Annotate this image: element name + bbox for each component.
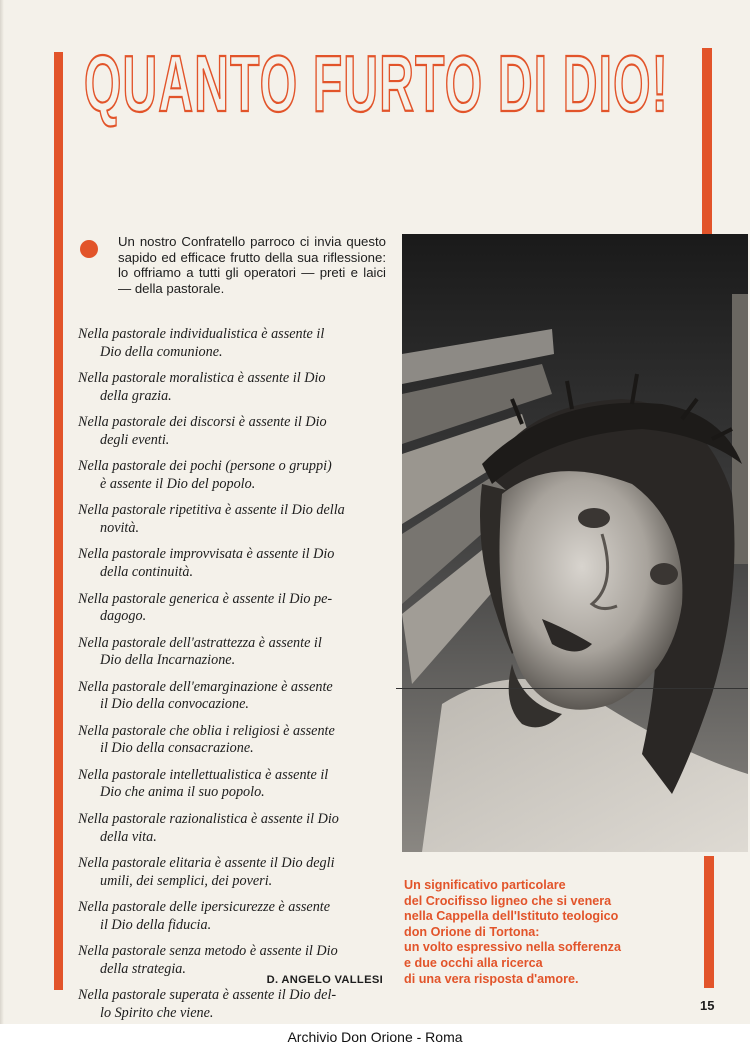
- photo-caption: [404, 878, 704, 987]
- verse-line: Nella pastorale senza metodo è assente il Dio: [78, 943, 338, 960]
- verse-line: della vita.: [100, 828, 157, 845]
- verse-line: Nella pastorale moralistica è assente il Dio: [78, 370, 326, 387]
- caption-line: un volto espressivo nella sofferenza: [404, 940, 621, 955]
- caption-line: don Orione di Tortona:: [404, 924, 540, 939]
- verse-line: è assente il Dio del popolo.: [100, 475, 256, 492]
- verse-item: [78, 546, 386, 581]
- caption-line: di una vera risposta d'amore.: [404, 971, 579, 986]
- verse-line: Nella pastorale ripetitiva è assente il Dio della: [78, 502, 345, 519]
- page-number: 15: [700, 998, 715, 1013]
- author-signature: D. ANGELO VALLESI: [266, 974, 383, 986]
- verse-item: [78, 458, 386, 493]
- verse-item: [78, 723, 386, 758]
- caption-line: del Crocifisso ligneo che si venera: [404, 893, 612, 908]
- verse-item: [78, 987, 386, 1022]
- right-accent-bar-bottom: [704, 856, 714, 988]
- intro-text: Un nostro Confratello parroco ci invia questo sapido ed efficace frutto della sua riflessione: lo offriamo a tutti gli operatori — preti e laici — della pastorale.: [118, 234, 386, 296]
- verse-line: Nella pastorale individualistica è assente il: [78, 326, 325, 342]
- verse-line: Dio che anima il suo popolo.: [100, 784, 265, 801]
- verse-line: dagogo.: [100, 608, 147, 625]
- caption-line: e due occhi alla ricerca: [404, 955, 543, 970]
- page-edge: [0, 0, 4, 1051]
- caption-line: nella Cappella dell'Istituto teologico: [404, 909, 619, 924]
- verse-item: [78, 502, 386, 537]
- verse-item: [78, 679, 386, 714]
- verse-item: [78, 635, 386, 670]
- verse-line: il Dio della convocazione.: [100, 696, 249, 713]
- verse-line: Nella pastorale delle ipersicurezze è assente: [78, 899, 331, 916]
- verse-line: Nella pastorale razionalistica è assente il Dio: [78, 811, 339, 828]
- verse-item: [78, 899, 386, 934]
- verse-line: Nella pastorale dei pochi (persone o gruppi): [78, 458, 332, 475]
- page-title: QUANTO FURTO DI DIO!: [84, 39, 669, 128]
- bullet-dot-icon: [80, 240, 98, 258]
- verse-line: Nella pastorale generica è assente il Dio pe-: [78, 590, 333, 607]
- verse-line: novità.: [100, 519, 140, 536]
- verse-line: della grazia.: [100, 387, 172, 404]
- verse-line: Nella pastorale improvvisata è assente il Dio: [78, 546, 335, 563]
- crucifix-photo: [402, 234, 748, 852]
- verse-line: della strategia.: [100, 960, 186, 977]
- verse-line: della continuità.: [100, 563, 193, 580]
- verse-line: Nella pastorale intellettualistica è assente il: [78, 766, 329, 783]
- verse-item: [78, 767, 386, 802]
- verse-line: Nella pastorale che oblia i religiosi è assente: [78, 722, 335, 739]
- caption-line: Un significativo particolare: [404, 878, 566, 892]
- verse-line: lo Spirito che viene.: [100, 1004, 214, 1021]
- verse-line: Dio della Incarnazione.: [100, 652, 236, 669]
- verse-item: [78, 855, 386, 890]
- verse-list: [78, 326, 386, 1032]
- archive-footer: Archivio Don Orione - Roma: [0, 1024, 750, 1051]
- verse-item: [78, 414, 386, 449]
- verse-line: Nella pastorale dei discorsi è assente il Dio: [78, 414, 327, 431]
- photo-divider-line: [396, 688, 748, 689]
- verse-item: [78, 326, 386, 361]
- verse-item: [78, 591, 386, 626]
- verse-item: [78, 811, 386, 846]
- right-accent-bar-top: [702, 48, 712, 234]
- verse-line: Nella pastorale superata è assente il Dio del-: [78, 987, 337, 1004]
- verse-line: Dio della comunione.: [100, 343, 223, 360]
- left-accent-bar: [54, 52, 63, 990]
- verse-line: Nella pastorale dell'astrattezza è assente il: [78, 634, 322, 651]
- verse-line: umili, dei semplici, dei poveri.: [100, 872, 273, 889]
- verse-item: [78, 370, 386, 405]
- verse-line: Nella pastorale dell'emarginazione è assente: [78, 678, 333, 695]
- verse-line: Nella pastorale elitaria è assente il Dio degli: [78, 855, 335, 872]
- verse-line: degli eventi.: [100, 431, 170, 448]
- verse-line: il Dio della consacrazione.: [100, 740, 254, 757]
- verse-line: il Dio della fiducia.: [100, 916, 212, 933]
